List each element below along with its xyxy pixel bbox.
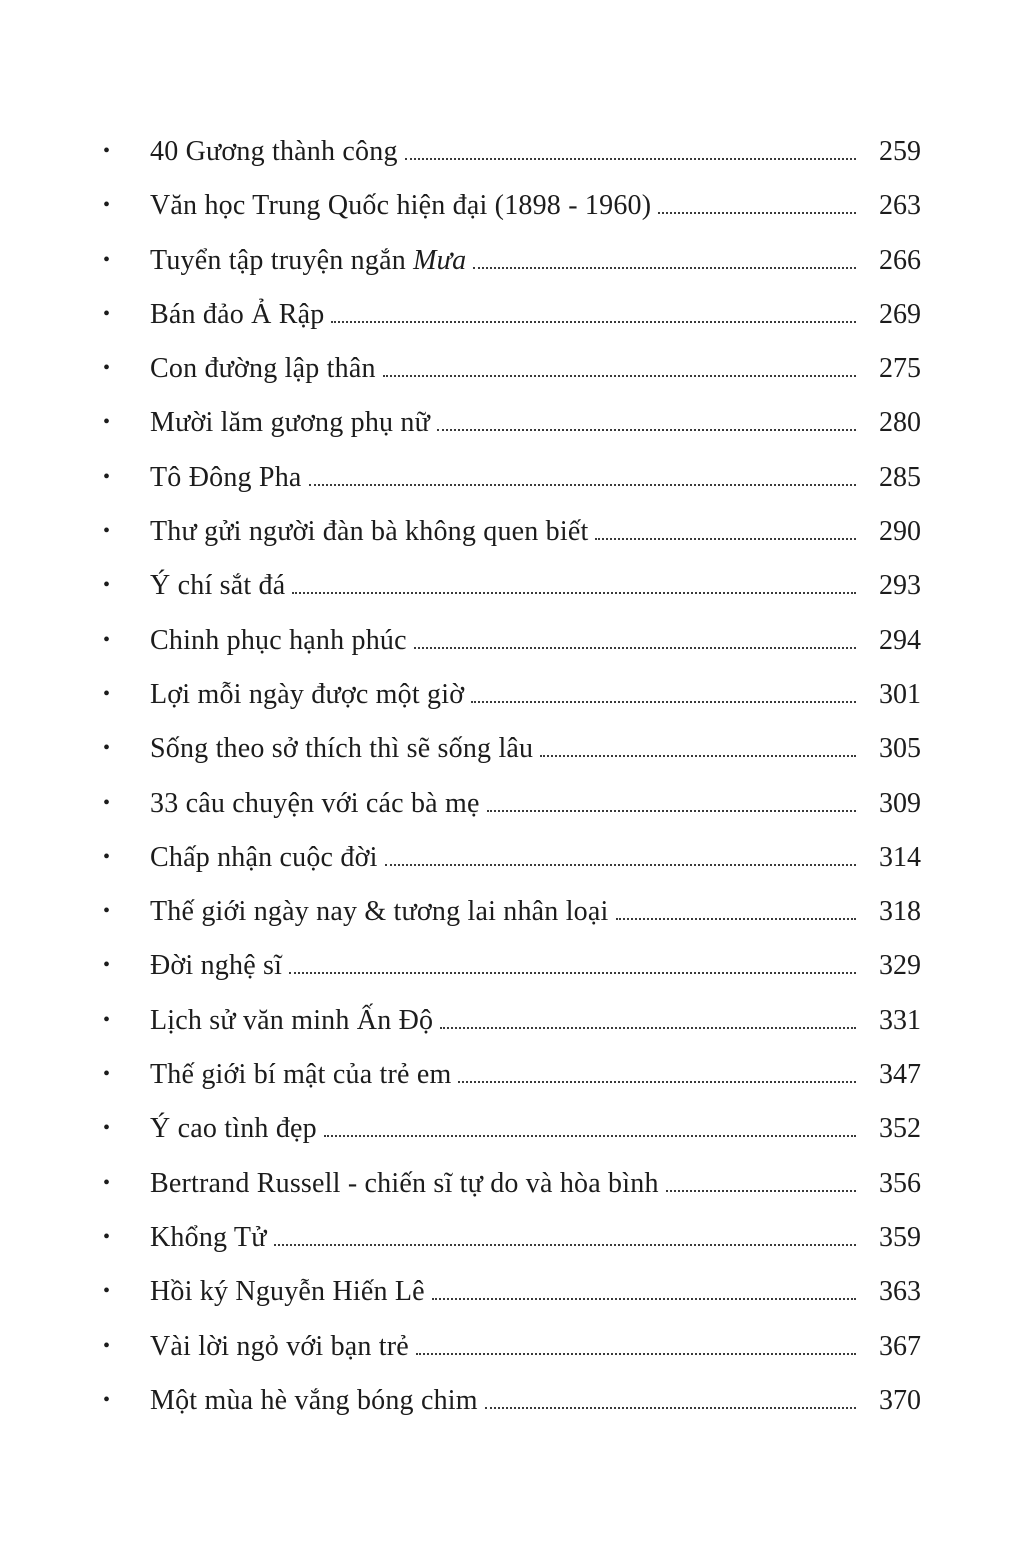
entry-title <box>150 841 378 873</box>
entry-title <box>150 898 609 926</box>
bullet-icon: • <box>103 411 111 434</box>
entry-title-text: Thế giới ngày nay & tương lai nhân loại <box>150 896 609 928</box>
entry-page-number: 290 <box>879 516 921 548</box>
toc-entry <box>100 518 921 572</box>
entry-page-number: 356 <box>879 1167 921 1199</box>
bullet-icon: • <box>103 628 111 651</box>
entry-title-text: Khổng Tử <box>150 1221 267 1253</box>
entry-page-number: 275 <box>879 353 921 385</box>
entry-title <box>150 1004 434 1036</box>
entry-title <box>150 1221 267 1253</box>
dotted-leader <box>324 1135 856 1137</box>
toc-entry <box>100 1115 921 1169</box>
entry-title-text: Vài lời ngỏ với bạn trẻ <box>150 1330 409 1362</box>
toc-entry <box>100 192 921 246</box>
toc-entry <box>100 678 921 735</box>
entry-page-number: 263 <box>879 190 921 222</box>
entry-title <box>150 298 325 330</box>
bullet-icon: • <box>103 194 111 217</box>
toc-entry <box>100 1221 921 1278</box>
dotted-leader <box>666 1190 856 1192</box>
entry-title <box>150 1061 451 1089</box>
bullet-icon: • <box>103 465 111 488</box>
toc-entry <box>100 1061 921 1115</box>
bullet-icon: • <box>103 954 111 977</box>
entry-page-number: 352 <box>879 1113 921 1145</box>
dotted-leader <box>616 918 857 920</box>
entry-page-number: 331 <box>879 1004 921 1036</box>
entry-page-number: 318 <box>879 896 921 928</box>
dotted-leader <box>540 755 856 757</box>
dotted-leader <box>274 1244 856 1246</box>
dotted-leader <box>383 375 856 377</box>
dotted-leader <box>437 429 856 431</box>
dotted-leader <box>405 158 856 160</box>
entry-page-number: 301 <box>879 678 921 710</box>
entry-title <box>150 409 430 437</box>
entry-page-number: 305 <box>879 733 921 765</box>
entry-page-number: 285 <box>879 461 921 493</box>
entry-title-text: Văn học Trung Quốc hiện đại (1898 - 1960) <box>150 190 652 222</box>
entry-title <box>150 1330 409 1362</box>
entry-title <box>150 518 588 546</box>
dotted-leader <box>289 972 856 974</box>
entry-page-number: 309 <box>879 787 921 819</box>
bullet-icon: • <box>103 1388 111 1411</box>
entry-page-number: 293 <box>879 570 921 602</box>
entry-title-text: Bán đảo Ả Rập <box>150 298 325 330</box>
toc-entry <box>100 735 921 789</box>
entry-title <box>150 787 480 819</box>
toc-entry <box>100 298 921 355</box>
entry-page-number: 367 <box>879 1330 921 1362</box>
toc-entry <box>100 898 921 952</box>
entry-page-number: 294 <box>879 624 921 656</box>
toc-entry <box>100 1004 921 1061</box>
entry-title-text: Bertrand Russell - chiến sĩ tự do và hòa bình <box>150 1167 659 1199</box>
bullet-icon: • <box>103 140 111 162</box>
toc-entry <box>100 1167 921 1224</box>
entry-title <box>150 138 398 166</box>
dotted-leader <box>473 267 856 269</box>
entry-title <box>150 192 651 220</box>
dotted-leader <box>458 1081 856 1083</box>
entry-title <box>150 1115 317 1143</box>
entry-title-text: Thư gửi người đàn bà không quen biết <box>150 516 589 548</box>
bullet-icon: • <box>103 1117 111 1140</box>
entry-title <box>150 355 376 383</box>
entry-page-number: 269 <box>879 298 921 330</box>
toc-entry <box>100 572 921 626</box>
bullet-icon: • <box>103 845 111 868</box>
bullet-icon: • <box>103 791 111 814</box>
dotted-leader <box>292 592 856 594</box>
entry-title <box>150 952 282 980</box>
toc-entry <box>100 952 921 1006</box>
dotted-leader <box>331 321 856 323</box>
bullet-icon: • <box>103 520 111 543</box>
entry-page-number: 370 <box>879 1384 921 1416</box>
table-of-contents <box>100 138 921 1441</box>
bullet-icon: • <box>103 1280 111 1303</box>
bullet-icon: • <box>103 357 111 380</box>
entry-title-text: Chinh phục hạnh phúc <box>150 624 407 656</box>
entry-title <box>150 735 533 763</box>
bullet-icon: • <box>103 1334 111 1357</box>
toc-entry <box>100 1330 921 1387</box>
entry-title-text: Thế giới bí mật của trẻ em <box>150 1059 452 1091</box>
entry-title-text: Tuyển tập truyện ngắn <box>150 244 414 276</box>
entry-title-text: Sống theo sở thích thì sẽ sống lâu <box>150 733 534 765</box>
dotted-leader <box>658 212 856 214</box>
entry-page-number: 266 <box>879 244 921 276</box>
bullet-icon: • <box>103 1171 111 1194</box>
entry-title <box>150 678 465 710</box>
entry-title-text: Tô Đông Pha <box>150 461 302 493</box>
dotted-leader <box>309 484 856 486</box>
bullet-icon: • <box>103 1063 111 1086</box>
toc-entry <box>100 624 921 681</box>
entry-page-number: 314 <box>879 841 921 873</box>
dotted-leader <box>487 810 856 812</box>
bullet-icon: • <box>103 302 111 325</box>
entry-title-text: Đời nghệ sĩ <box>150 950 283 982</box>
entry-page-number: 329 <box>879 950 921 982</box>
entry-title-text: Mười lăm gương phụ nữ <box>150 407 431 439</box>
entry-page-number: 359 <box>879 1221 921 1253</box>
bullet-icon: • <box>103 900 111 923</box>
entry-title <box>150 244 467 276</box>
entry-title <box>150 572 285 600</box>
entry-title-text: Lịch sử văn minh Ấn Độ <box>150 1004 434 1036</box>
bullet-icon: • <box>103 574 111 597</box>
entry-title-text: Ý cao tình đẹp <box>150 1113 317 1145</box>
entry-title-text: Chấp nhận cuộc đời <box>150 841 378 873</box>
entry-page-number: 347 <box>879 1059 921 1091</box>
entry-title <box>150 624 407 656</box>
bullet-icon: • <box>103 248 111 271</box>
entry-title-text: Con đường lập thân <box>150 353 376 385</box>
entry-title-text: Ý chí sắt đá <box>150 570 286 602</box>
dotted-leader <box>385 864 856 866</box>
bullet-icon: • <box>103 682 111 705</box>
dotted-leader <box>485 1407 856 1409</box>
entry-title-text: Lợi mỗi ngày được một giờ <box>150 678 465 710</box>
toc-entry <box>100 355 921 409</box>
toc-entry <box>100 1384 921 1441</box>
toc-entry <box>100 409 921 463</box>
dotted-leader <box>432 1298 856 1300</box>
toc-entry <box>100 1278 921 1332</box>
bullet-icon: • <box>103 1008 111 1031</box>
entry-page-number: 363 <box>879 1276 921 1308</box>
dotted-leader <box>416 1353 856 1355</box>
toc-entry <box>100 138 921 192</box>
bullet-icon: • <box>103 737 111 760</box>
entry-title-text: 40 Gương thành công <box>150 136 398 167</box>
entry-title <box>150 1167 659 1199</box>
entry-title <box>150 1278 425 1306</box>
bullet-icon: • <box>103 1225 111 1248</box>
dotted-leader <box>595 538 856 540</box>
toc-entry <box>100 841 921 898</box>
entry-title-text: Một mùa hè vắng bóng chim <box>150 1384 478 1416</box>
entry-title-text: Hồi ký Nguyễn Hiến Lê <box>150 1276 425 1308</box>
entry-title-italic: Mưa <box>413 244 467 276</box>
entry-page-number: 259 <box>879 136 921 167</box>
entry-page-number: 280 <box>879 407 921 439</box>
toc-entry <box>100 787 921 844</box>
entry-title <box>150 1384 478 1416</box>
dotted-leader <box>471 701 856 703</box>
entry-title-text: 33 câu chuyện với các bà mẹ <box>150 787 480 819</box>
toc-entry <box>100 461 921 518</box>
toc-entry <box>100 244 921 301</box>
entry-title <box>150 461 302 493</box>
dotted-leader <box>414 647 856 649</box>
dotted-leader <box>440 1027 856 1029</box>
